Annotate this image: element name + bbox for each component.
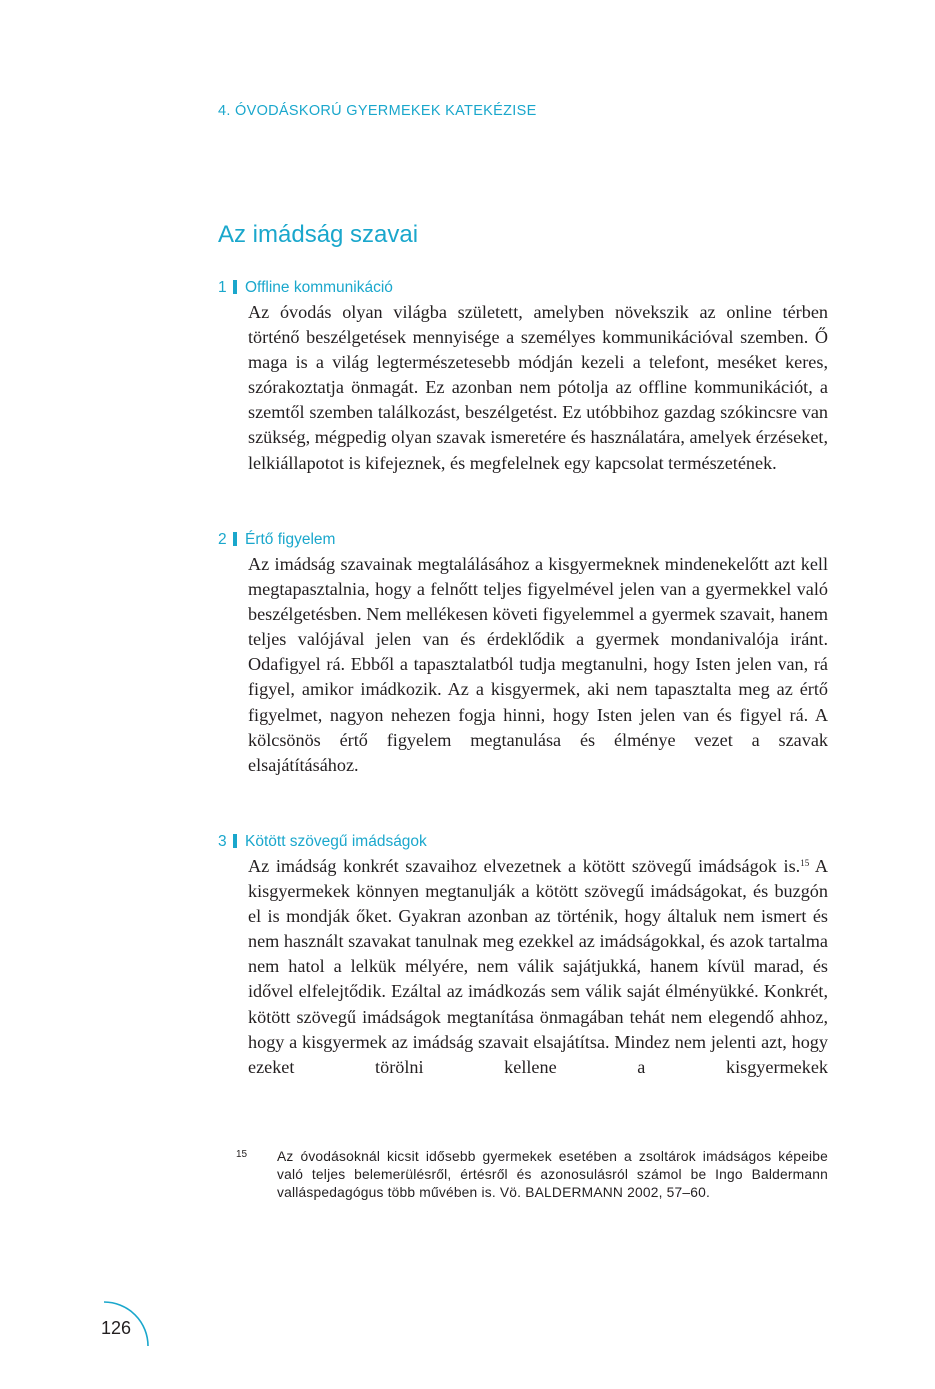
subsection-1-number: 1 — [218, 279, 227, 296]
subsection-3-title: Kötött szövegű imádságok — [245, 833, 427, 850]
heading-bar-icon — [233, 280, 237, 294]
footnote-number: 15 — [236, 1149, 248, 1160]
subsection-3-heading — [218, 833, 427, 851]
subsection-3-number: 3 — [218, 833, 227, 850]
footnote-text: Az óvodásoknál kicsit idősebb gyermekek esetében a zsoltárok imádságos képeibe való teljes belemerülésről, értésről és azonosulásról számol be Ingo Baldermann valláspedagógus több művében is. Vö. BALDERMANN 2002, 57–60. — [277, 1149, 828, 1201]
subsection-3-paragraph — [248, 854, 828, 1080]
subsection-3-text-end: A kisgyermekek könnyen megtanulják a kötött szövegű imádságokat, és buzgón el is mondják őket. Gyakran azonban az történik, hogy általuk nem ismert és nem használt szavakat tanulnak meg ezekkel az imádságokkal, és azok tartalma nem hatol a lelkük mélyére, nem válik sajátjukká, hanem kívül marad, és idővel elfelejtődik. Ezáltal az imádkozás sem válik saját élményükké. Konkrét, kötött szövegű imádságok megtanítása önmagában tehát nem elegendő ahhoz, hogy a kisgyermek az imádság szavait elsajátítsa. Mindez nem jelenti azt, hogy ezeket törölni kellene a kisgyermekek — [248, 856, 828, 1077]
page-number: 126 — [101, 1318, 132, 1338]
subsection-1-heading — [218, 279, 393, 297]
subsection-2-paragraph: Az imádság szavainak megtalálásához a kisgyermeknek mindenekelőtt azt kell megtapasztalnia, hogy a felnőtt teljes figyelmével jelen van a gyermekkel való beszélgetésben. Nem mellékesen követi figyelemmel a gyermek szavait, hanem teljes valójával jelen van és érdeklődik a gyermek mondanivalója iránt. Odafigyel rá. Ebből a tapasztalatból tudja megtanulni, hogy Isten jelen van, rá figyel, amikor imádkozik. Az a kisgyermek, aki nem tapasztalta meg az értő figyelmet, nagyon nehezen fogja hinni, hogy Isten jelen van és figyel rá. A kölcsönös értő figyelem megtanulása és élménye vezet a szavak elsajátításához. — [248, 554, 828, 775]
subsection-2-number: 2 — [218, 531, 227, 548]
heading-bar-icon — [233, 532, 237, 546]
section-title: Az imádság szavai — [218, 221, 419, 248]
subsection-1-title: Offline kommunikáció — [245, 279, 393, 296]
subsection-2-title: Értő figyelem — [245, 531, 336, 548]
subsection-3-text-start: Az imádság konkrét szavaihoz elvezetnek a kötött szövegű imádságok is. — [248, 856, 801, 876]
running-head: 4. ÓVODÁSKORÚ GYERMEKEK KATEKÉZISE — [218, 103, 537, 119]
subsection-1-paragraph: Az óvodás olyan világba született, amelyben növekszik az online térben történő beszélgetések mennyisége a személyes kommunikációval szemben. Ő maga is a világ legtermészetesebb módján kezeli a telefont, meséket keres, szórakoztatja önmagát. Ez azonban nem pótolja az offline kommunikációt, a szemtől szemben találkozást, beszélgetést. Ez utóbbihoz gazdag szókincsre van szükség, mégpedig olyan szavak ismeretére és használatára, amelyek érzéseket, lelkiállapotot is kifejeznek, és megfelelnek egy kapcsolat természetének. — [248, 302, 828, 473]
heading-bar-icon — [233, 834, 237, 848]
footnote-reference[interactable]: 15 — [800, 858, 810, 868]
subsection-2-heading — [218, 531, 335, 549]
